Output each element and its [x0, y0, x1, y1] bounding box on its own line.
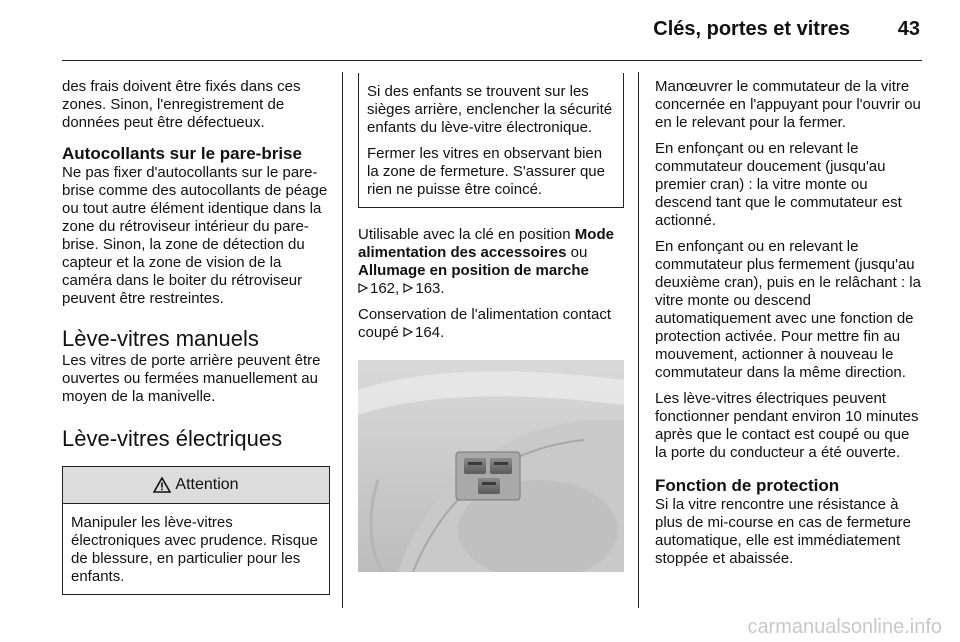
page-reference-arrow-icon	[403, 324, 413, 334]
protection-heading: Fonction de protection	[655, 476, 840, 495]
page-reference-arrow-icon	[403, 280, 413, 290]
switch-operation-paragraph: Manœuvrer le commutateur de la vitre concernée en l'appuyant pour l'ouvrir ou en le relevant pour la fermer.	[655, 78, 921, 131]
protection-paragraph: Si la vitre rencontre une résistance à plus de mi-course en cas de fermeture automatique, elle est immédiatement stoppée et abaissée.	[655, 496, 911, 567]
column-1	[62, 78, 330, 595]
page-ref-162[interactable]: 162,	[370, 280, 400, 297]
page-reference-arrow-icon	[358, 280, 368, 290]
column-3	[655, 78, 921, 568]
mode-accessories: Mode alimentation des accessoires	[358, 226, 614, 261]
column-divider-1	[342, 72, 343, 608]
watermark: carmanualsonline.info	[747, 616, 942, 638]
usable-paragraph	[358, 226, 624, 298]
stickers-paragraph: Ne pas fixer d'autocollants sur le pare-brise comme des autocollants de péage ou tout autre élément identique dans la zone du rétroviseur intérieur du pare-brise. Sinon, la zone de détection du capteur et la zone de vision de la caméra dans le boiter du rétroviseur peuvent être restreintes.	[62, 164, 328, 307]
page-number: 43	[897, 18, 920, 40]
header-rule	[62, 60, 922, 61]
second-notch-paragraph: En enfonçant ou en relevant le commutateur plus fermement (jusqu'au deuxième cran), puis en le relâchant : la vitre monte ou descend automatiquement avec une fonction de protection activée. Pour mettre fin au mouvement, actionner à nouveau le commutateur dans la même direction.	[655, 238, 921, 381]
column-2	[358, 73, 624, 572]
electric-windows-heading: Lève-vitres électriques	[62, 426, 283, 451]
window-switch-photo	[358, 360, 624, 572]
attention-header	[63, 467, 329, 504]
warning-triangle-icon	[153, 477, 171, 493]
or-text: ou	[570, 244, 588, 261]
child-safety-box	[358, 73, 624, 208]
child-safety-paragraph: Si des enfants se trouvent sur les sièges arrière, enclencher la sécurité enfants du lève-vitre électronique.	[367, 83, 613, 136]
intro-paragraph: des frais doivent être fixés dans ces zones. Sinon, l'enregistrement de données peut être défectueux.	[62, 78, 301, 131]
manual-windows-heading: Lève-vitres manuels	[62, 326, 259, 351]
attention-text: Manipuler les lève-vitres électroniques avec prudence. Risque de blessure, en particulier pour les enfants.	[71, 514, 318, 585]
attention-title: Attention	[175, 476, 239, 493]
after-ignition-off-paragraph: Les lève-vitres électriques peuvent fonctionner pendant environ 10 minutes après que le contact est coupé ou que la porte du conducteur a été ouverte.	[655, 390, 919, 461]
attention-body	[63, 504, 329, 594]
power-retention-paragraph	[358, 306, 624, 342]
page-ref-163[interactable]: 163.	[415, 280, 445, 297]
manual-windows-paragraph: Les vitres de porte arrière peuvent être ouvertes ou fermées manuellement au moyen de la manivelle.	[62, 352, 321, 405]
usable-intro: Utilisable avec la clé en position	[358, 226, 571, 243]
column-divider-2	[638, 72, 639, 608]
first-notch-paragraph: En enfonçant ou en relevant le commutateur doucement (jusqu'au premier cran) : la vitre monte ou descend tant que le commutateur est actionné.	[655, 140, 902, 229]
mode-ignition: Allumage en position de marche	[358, 262, 589, 279]
stickers-heading: Autocollants sur le pare-brise	[62, 144, 302, 163]
attention-box	[62, 466, 330, 595]
closing-zone-paragraph: Fermer les vitres en observant bien la zone de fermeture. S'assurer que rien ne puisse être coincé.	[367, 145, 605, 198]
page-ref-164[interactable]: 164.	[415, 324, 445, 341]
power-retention-text: Conservation de l'alimentation contact coupé	[358, 306, 612, 341]
running-title: Clés, portes et vitres	[653, 18, 850, 40]
